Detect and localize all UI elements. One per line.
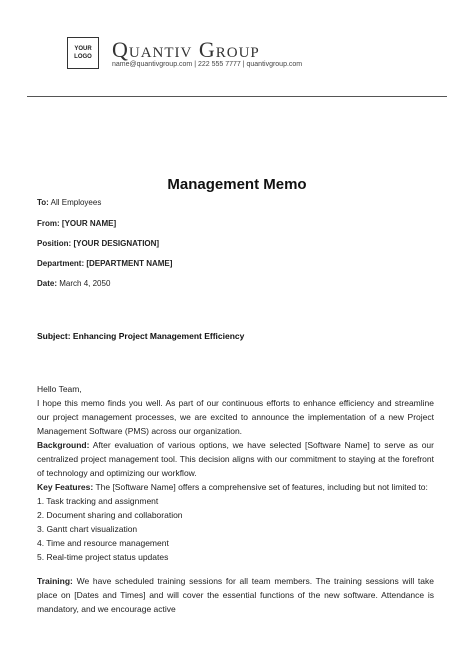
company-name: Quantiv Group [112,37,260,62]
position-label: Position: [37,239,72,248]
from-label: From: [37,219,60,228]
greeting: Hello Team, [37,384,82,394]
list-item: 1. Task tracking and assignment [37,496,159,506]
features-label: Key Features: [37,482,94,492]
from-value: [YOUR NAME] [61,219,117,228]
memo-position [37,239,159,248]
list-item: 2. Document sharing and collaboration [37,510,183,520]
list-item: 4. Time and resource management [37,538,169,548]
background-paragraph [37,438,434,480]
memo-department [37,259,172,268]
date-label: Date: [37,279,58,288]
memo-to [37,198,101,207]
company-contact: name@quantivgroup.com | 222 555 7777 | quantivgroup.com [112,61,303,68]
training-paragraph [37,574,434,616]
memo-date [37,279,110,288]
subject-value: Enhancing Project Management Efficiency [72,331,245,341]
memo-body [37,382,434,616]
memo-title: Management Memo [167,176,307,193]
header-divider [27,96,447,97]
background-text: After evaluation of various options, we have selected [Software Name] to serve as our centralized project management tool. This decision aligns with our commitment to staying at the forefront of technology and optimizing our workflow. [37,440,434,478]
training-text: We have scheduled training sessions for all team members. The training sessions will take place on [Dates and Times] and will cover the essential functions of the new software. Attendance is mandatory, and we encourage active [37,576,434,614]
to-value: All Employees [50,198,102,207]
list-item: 3. Gantt chart visualization [37,524,138,534]
date-value: March 4, 2050 [59,279,111,288]
features-text: The [Software Name] offers a comprehensive set of features, including but not limited to: [95,482,428,492]
subject-label: Subject: [37,331,71,341]
department-value: [DEPARTMENT NAME] [86,259,173,268]
memo-from [37,219,116,228]
company-logo [67,37,99,69]
features-paragraph [37,480,434,494]
department-label: Department: [37,259,85,268]
logo-line-1: YOUR [74,46,92,52]
to-label: To: [37,198,49,207]
position-value: [YOUR DESIGNATION] [73,239,160,248]
list-item: 5. Real-time project status updates [37,552,169,562]
logo-line-2: LOGO [74,54,92,60]
background-label: Background: [37,440,90,450]
memo-subject [37,331,244,341]
intro-paragraph: I hope this memo finds you well. As part of our continuous efforts to enhance efficiency and streamline our project management processes, we are excited to announce the implementation of a new Project Management Software (PMS) across our organization. [37,398,434,436]
training-label: Training: [37,576,73,586]
